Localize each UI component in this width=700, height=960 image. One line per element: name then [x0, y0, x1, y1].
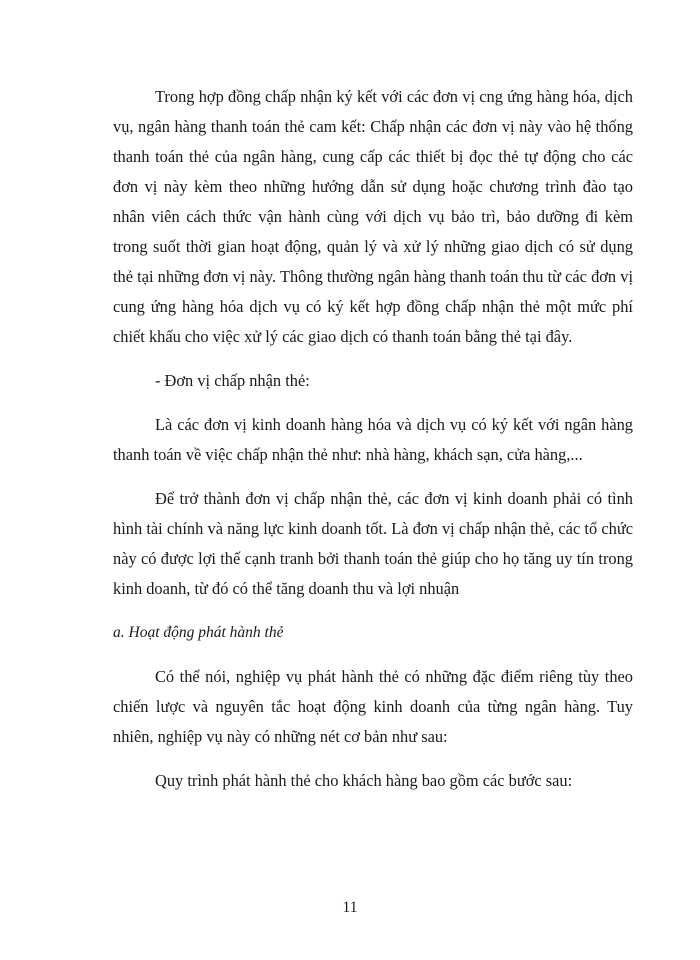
paragraph-issuance-process-intro: Quy trình phát hành thẻ cho khách hàng bao gồm các bước sau:	[155, 771, 573, 790]
paragraph-card-acceptance-contract: Trong hợp đồng chấp nhận ký kết với các đơn vị cng ứng hàng hóa, dịch vụ, ngân hàng thanh toán thẻ cam kết: Chấp nhận các đơn vị này vào hệ thống thanh toán thẻ của ngân hàng, cung cấp các thiết bị đọc thẻ tự động cho các đơn vị này kèm theo những hướng dẫn sử dụng hoặc chương trình đào tạo nhân viên cách thức vận hành cùng với dịch vụ bảo trì, bảo dưỡng đi kèm trong suốt thời gian hoạt động, quản lý và xử lý những giao dịch có sử dụng thẻ tại những đơn vị này. Thông thường ngân hàng thanh toán thu từ các đơn vị cung ứng hàng hóa dịch vụ có ký kết hợp đồng chấp nhận thẻ một mức phí chiết khấu cho việc xử lý các giao dịch có thanh toán bằng thẻ tại đây.	[113, 87, 633, 346]
paragraph-acceptance-unit-definition: Là các đơn vị kinh doanh hàng hóa và dịch vụ có ký kết với ngân hàng thanh toán về việc chấp nhận thẻ như: nhà hàng, khách sạn, cửa hàng,...	[113, 415, 633, 464]
page-number: 11	[342, 899, 358, 916]
paragraph-acceptance-unit-requirements: Để trở thành đơn vị chấp nhận thẻ, các đơn vị kinh doanh phải có tình hình tài chính và năng lực kinh doanh tốt. Là đơn vị chấp nhận thẻ, các tổ chức này có được lợi thế cạnh tranh bởi thanh toán thẻ giúp cho họ tăng uy tín trong kinh doanh, từ đó có thể tăng doanh thu và lợi nhuận	[113, 489, 633, 598]
section-heading-card-issuance: a. Hoạt động phát hành thẻ	[113, 624, 284, 641]
body-text	[113, 82, 633, 810]
paragraph-issuance-overview: Có thể nói, nghiệp vụ phát hành thẻ có những đặc điểm riêng tùy theo chiến lược và nguyên tắc hoạt động kinh doanh của từng ngân hàng. Tuy nhiên, nghiệp vụ này có những nét cơ bản như sau:	[113, 667, 633, 746]
paragraph-acceptance-unit-label: - Đơn vị chấp nhận thẻ:	[155, 371, 310, 390]
